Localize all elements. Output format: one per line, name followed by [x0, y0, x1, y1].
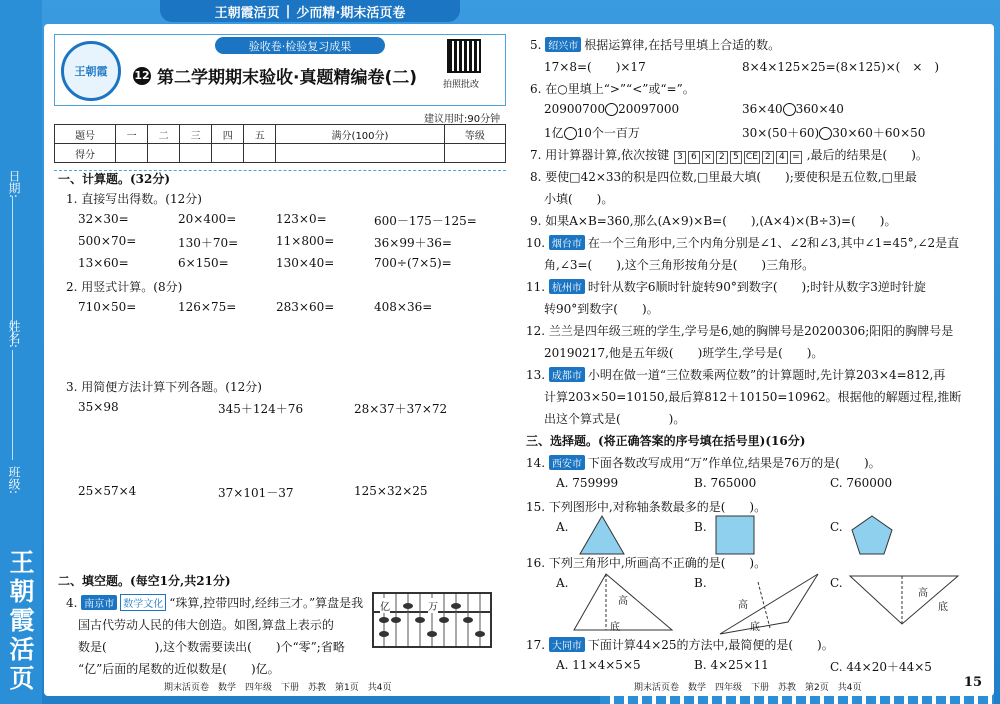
q13-line1 — [526, 366, 945, 383]
exam-number: 12 — [133, 67, 151, 85]
score-cell[interactable] — [244, 144, 276, 163]
q10-line1 — [526, 234, 959, 251]
base-label: 底 — [610, 622, 620, 633]
qr-caption: 拍照批改 — [443, 80, 480, 90]
date-label: 日期: — [7, 170, 21, 199]
score-cell[interactable] — [444, 144, 505, 163]
q16-option[interactable]: A. — [556, 576, 569, 590]
q14-option[interactable]: B. 765000 — [694, 476, 757, 490]
compare-circle[interactable] — [819, 127, 832, 140]
page-title — [133, 63, 417, 88]
q13-number: 13. — [526, 368, 546, 382]
q15: 15. 下列图形中,对称轴条数最多的是( )。 — [526, 500, 767, 514]
calculator-key: 5 — [730, 151, 742, 164]
q10-number: 10. — [526, 236, 546, 250]
q8-line1: 8. 要使□42×33的积是四位数,□里最大填( );要使积是五位数,□里最 — [530, 170, 917, 184]
q6-d-left: 30×(50＋60) — [742, 126, 820, 140]
city-tag: 杭州市 — [549, 279, 585, 294]
q6-a — [544, 102, 679, 116]
score-header-cell: 满分(100分) — [276, 125, 445, 144]
paper — [44, 24, 994, 696]
q17-option[interactable]: C. 44×20＋44×5 — [830, 660, 932, 674]
city-tag: 绍兴市 — [545, 37, 581, 52]
calculator-key: 3 — [674, 151, 686, 164]
height-label: 高 — [738, 600, 748, 611]
q14-number: 14. — [526, 456, 546, 470]
title-text: 第二学期期末验收·真题精编卷(二) — [157, 68, 417, 88]
q1-item: 32×30= — [78, 212, 129, 226]
score-header-cell: 五 — [244, 125, 276, 144]
score-cell[interactable] — [180, 144, 212, 163]
q3-title: 3. 用简便方法计算下列各题。(12分) — [66, 380, 262, 394]
q16: 16. 下列三角形中,所画高不正确的是( )。 — [526, 556, 767, 570]
q5-a: 17×8=( )×17 — [544, 60, 646, 74]
q11-line1 — [526, 278, 926, 295]
calculator-key: × — [702, 151, 714, 164]
q1-item: 500×70= — [78, 234, 137, 248]
q3-item: 35×98 — [78, 400, 119, 414]
q17 — [526, 636, 834, 653]
q1-item: 6×150= — [178, 256, 229, 270]
q2-title: 2. 用竖式计算。(8分) — [66, 280, 183, 294]
city-tag: 大同市 — [549, 637, 585, 652]
q8-line2: 小填( )。 — [544, 192, 614, 206]
q6-c — [544, 124, 640, 141]
right-footer: 期末活页卷 数学 四年级 下册 苏教 第2页 共4页 — [634, 683, 862, 693]
q6-b-left: 36×40 — [742, 102, 783, 116]
q3-item: 37×101－37 — [218, 486, 294, 500]
calculator-key: 4 — [776, 151, 788, 164]
city-tag: 成都市 — [549, 367, 585, 382]
q3-item: 25×57×4 — [78, 484, 137, 498]
q1-item: 700÷(7×5)= — [374, 256, 452, 270]
q1-item: 20×400= — [178, 212, 237, 226]
q11-line2: 转90°到数字( )。 — [544, 302, 659, 316]
q7 — [530, 146, 928, 164]
score-row — [55, 144, 506, 163]
q15-option[interactable]: A. — [556, 520, 569, 534]
q17-text: 下面计算44×25的方法中,最简便的是( )。 — [587, 638, 834, 652]
q4-line3: 数是( ),这个数需要读出( )个“零”;省略 — [78, 640, 345, 654]
q6-c-right: 10个一百万 — [576, 126, 640, 140]
compare-circle[interactable] — [783, 103, 796, 116]
q4-text: “珠算,控带四时,经纬三才。”算盘是我 — [169, 596, 364, 610]
header-pill: 验收卷·检验复习成果 — [215, 37, 385, 54]
q4-number: 4. — [66, 596, 78, 610]
side-brand: 王朝霞活页 — [9, 548, 35, 693]
name-line — [12, 350, 13, 460]
q15-option[interactable]: B. — [694, 520, 707, 534]
square-shape — [714, 514, 756, 556]
score-header-cell: 等级 — [444, 125, 505, 144]
height-label: 高 — [918, 588, 928, 599]
q5-title — [530, 36, 780, 53]
section-1-title: 一、计算题。(32分) — [58, 172, 171, 186]
q10-line2: 角,∠3=( ),这个三角形按角分是( )三角形。 — [544, 258, 815, 272]
base-label: 底 — [938, 602, 948, 613]
q1-title: 1. 直接写出得数。(12分) — [66, 192, 202, 206]
score-header-row — [55, 125, 506, 144]
score-header-cell: 二 — [148, 125, 180, 144]
score-header-cell: 四 — [212, 125, 244, 144]
q3-item: 28×37＋37×72 — [354, 402, 448, 416]
q6-b-right: 360×40 — [795, 102, 844, 116]
city-tag: 西安市 — [549, 455, 585, 470]
q14-text: 下面各数改写成用“万”作单位,结果是76万的是( )。 — [587, 456, 881, 470]
brand-tag: 少而精·期末活页卷 — [296, 5, 406, 21]
q3-item: 125×32×25 — [354, 484, 428, 498]
q1-item: 13×60= — [78, 256, 129, 270]
abacus-label: 万 — [428, 598, 438, 613]
q2-item: 283×60= — [276, 300, 335, 314]
q16-option[interactable]: B. — [694, 576, 707, 590]
score-cell[interactable] — [116, 144, 148, 163]
q15-option[interactable]: C. — [830, 520, 843, 534]
q9: 9. 如果A×B=360,那么(A×9)×B=( ),(A×4)×(B÷3)=( )。 — [530, 214, 897, 228]
name-label: 姓名: — [7, 320, 21, 349]
q5-number: 5. — [530, 38, 542, 52]
score-header-cell: 三 — [180, 125, 212, 144]
score-table — [54, 124, 506, 163]
calculator-key: 2 — [716, 151, 728, 164]
q2-item: 126×75= — [178, 300, 237, 314]
q6-a-right: 20097000 — [618, 102, 680, 116]
q3-item: 345＋124＋76 — [218, 402, 304, 416]
q13-line3: 出这个算式是( )。 — [544, 412, 686, 426]
pentagon-shape — [850, 514, 894, 556]
q6-a-left: 20900700 — [544, 102, 606, 116]
q6-d-right: 30×60＋60×50 — [832, 126, 926, 140]
qr-code-icon[interactable] — [447, 39, 481, 73]
q5-text: 根据运算律,在括号里填上合适的数。 — [584, 38, 781, 52]
q17-option[interactable]: B. 4×25×11 — [694, 658, 769, 672]
q14-option[interactable]: A. 759999 — [556, 476, 619, 490]
q14-option[interactable]: C. 760000 — [830, 476, 893, 490]
q16-option[interactable]: C. — [830, 576, 843, 590]
q1-item: 600－175－125= — [374, 214, 477, 228]
q2-item: 408×36= — [374, 300, 433, 314]
score-cell[interactable] — [212, 144, 244, 163]
q4-line2: 国古代劳动人民的伟大创造。如图,算盘上表示的 — [78, 618, 334, 632]
triangle-b — [718, 572, 828, 638]
q1-item: 123×0= — [276, 212, 327, 226]
score-cell[interactable] — [276, 144, 445, 163]
q17-option[interactable]: A. 11×4×5×5 — [556, 658, 641, 672]
calculator-key: CE — [745, 152, 758, 162]
brand-logo: 王朝霞 — [61, 41, 121, 101]
compare-circle[interactable] — [564, 127, 577, 140]
q1-item: 130＋70= — [178, 236, 239, 250]
left-page — [44, 24, 514, 696]
score-row-label: 得分 — [55, 144, 116, 163]
base-label: 底 — [750, 622, 760, 633]
score-cell[interactable] — [148, 144, 180, 163]
brand-name: 王朝霞活页 — [214, 5, 280, 21]
suggested-time: 建议用时:90分钟 — [424, 114, 501, 125]
height-label: 高 — [618, 596, 628, 607]
q11-number: 11. — [526, 280, 546, 294]
city-tag: 南京市 — [81, 595, 117, 610]
page-number: 15 — [963, 675, 982, 690]
q11-text: 时针从数字6顺时针旋转90°到数字( );时针从数字3逆时针旋 — [587, 280, 926, 294]
left-strip — [0, 0, 42, 704]
right-page — [522, 24, 994, 696]
q14 — [526, 454, 881, 471]
section-3-title: 三、选择题。(将正确答案的序号填在括号里)(16分) — [526, 434, 806, 448]
score-header-cell: 题号 — [55, 125, 116, 144]
q12-line1: 12. 兰兰是四年级三班的学生,学号是6,她的胸牌号是20200306;阳阳的胸牌号是 — [526, 324, 954, 338]
header-box — [54, 34, 506, 106]
q6-c-left: 1亿 — [544, 126, 564, 140]
left-footer: 期末活页卷 数学 四年级 下册 苏教 第1页 共4页 — [164, 683, 392, 693]
q6-b — [742, 102, 844, 116]
abacus-label: 亿 — [380, 598, 390, 613]
calculator-key: 6 — [688, 151, 700, 164]
culture-tag: 数学文化 — [120, 594, 166, 611]
q13-line2: 计算203×50=10150,最后算812＋10150=10962。根据他的解题过程,推断 — [544, 390, 962, 404]
city-tag: 烟台市 — [549, 235, 585, 250]
q1-item: 130×40= — [276, 256, 335, 270]
q6-d — [742, 124, 925, 141]
q4-line4: “亿”后面的尾数的近似数是( )亿。 — [78, 662, 280, 676]
brand-sep: | — [285, 3, 291, 19]
calculator-key: = — [790, 151, 802, 164]
q17-number: 17. — [526, 638, 546, 652]
abacus-figure — [372, 592, 492, 648]
q10-text: 在一个三角形中,三个内角分别是∠1、∠2和∠3,其中∠1=45°,∠2是直 — [587, 236, 960, 250]
q1-item: 36×99＋36= — [374, 236, 452, 250]
class-label: 班级: — [7, 466, 21, 495]
section-2-title: 二、填空题。(每空1分,共21分) — [58, 574, 231, 588]
top-brand-bar — [160, 0, 460, 22]
triangle-shape — [578, 514, 626, 556]
calculator-key: 2 — [762, 151, 774, 164]
q5-b: 8×4×125×25=(8×125)×( × ) — [742, 60, 940, 74]
q6-title: 6. 在○里填上“>”“<”或“=”。 — [530, 82, 695, 96]
score-header-cell: 一 — [116, 125, 148, 144]
q13-text: 小明在做一道“三位数乘两位数”的计算题时,先计算203×4=812,再 — [587, 368, 946, 382]
q4-line1 — [66, 594, 363, 611]
q1-item: 11×800= — [276, 234, 335, 248]
q7-pre: 7. 用计算器计算,依次按键 — [530, 148, 670, 162]
q12-line2: 20190217,他是五年级( )班学生,学号是( )。 — [544, 346, 824, 360]
compare-circle[interactable] — [605, 103, 618, 116]
q2-item: 710×50= — [78, 300, 137, 314]
q7-post: ,最后的结果是( )。 — [806, 148, 928, 162]
